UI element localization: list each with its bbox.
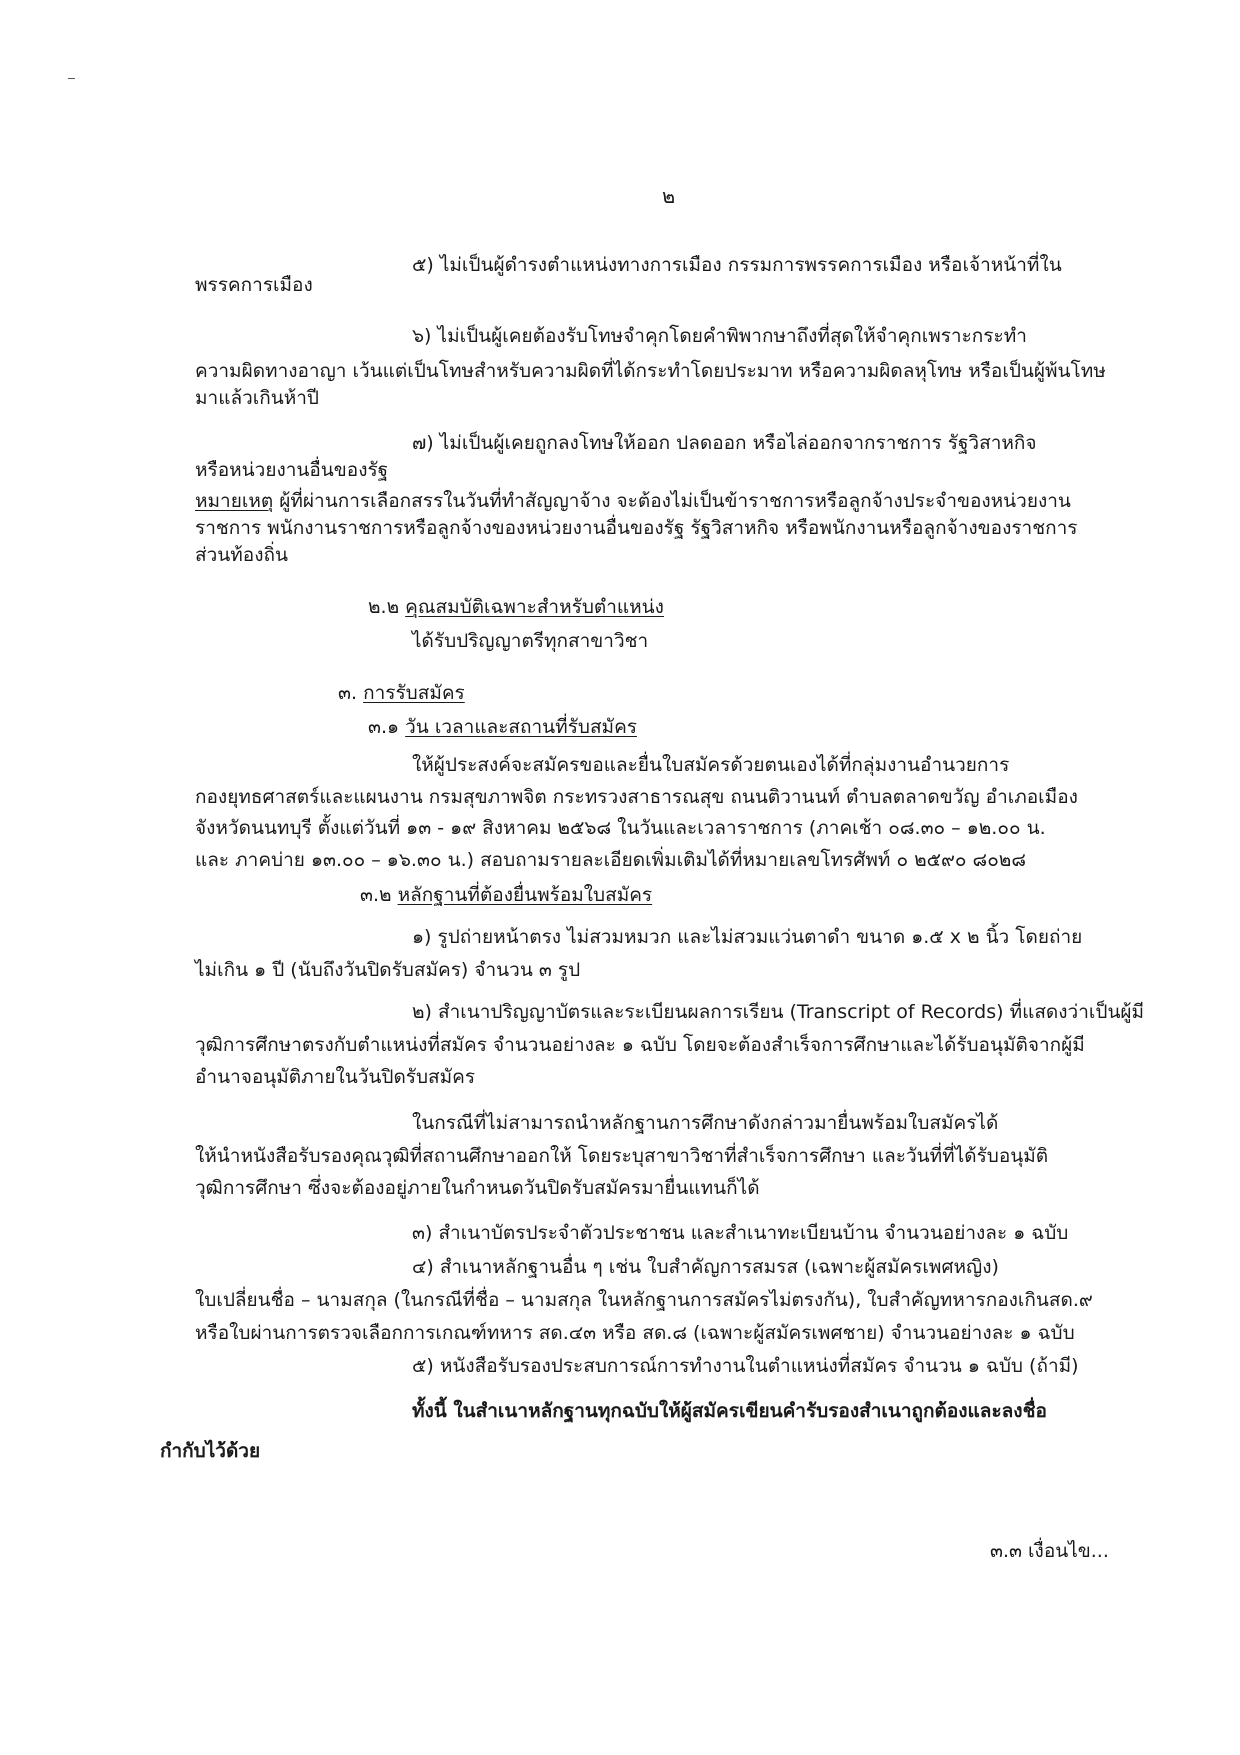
note-line-2: ราชการ พนักงานราชการหรือลูกจ้างของหน่วยงานอื่นของรัฐ รัฐวิสาหกิจ หรือพนักงานหรือลูกจ้างของราชการ (195, 517, 1078, 539)
qual-7-line-2: หรือหน่วยงานอื่นของรัฐ (195, 459, 389, 481)
page-number: ๒ (662, 184, 676, 208)
doc-4-line-1: ๔) สำเนาหลักฐานอื่น ๆ เช่น ใบสำคัญการสมรส (เฉพาะผู้สมัครเพศหญิง) (412, 1256, 999, 1278)
section-3-1-line-4: และ ภาคบ่าย ๑๓.๐๐ – ๑๖.๓๐ น.) สอบถามรายละเอียดเพิ่มเติมได้ที่หมายเลขโทรศัพท์ ๐ ๒๕๙๐ ๘๐๒๘ (195, 849, 1026, 871)
qual-7-line-1: ๗) ไม่เป็นผู้เคยถูกลงโทษให้ออก ปลดออก หรือไล่ออกจากราชการ รัฐวิสาหกิจ (412, 432, 1037, 454)
final-note-line-1: ทั้งนี้ ในสำเนาหลักฐานทุกฉบับให้ผู้สมัครเขียนคำรับรองสำเนาถูกต้องและลงชื่อ (412, 1400, 1047, 1422)
doc-2-line-2: วุฒิการศึกษาตรงกับตำแหน่งที่สมัคร จำนวนอย่างละ ๑ ฉบับ โดยจะต้องสำเร็จการศึกษาและได้รับอนุมัติจากผู้มี (195, 1034, 1085, 1056)
qual-5-line-2: พรรคการเมือง (195, 274, 313, 296)
doc-2-note-line-3: วุฒิการศึกษา ซึ่งจะต้องอยู่ภายในกำหนดวันปิดรับสมัครมายื่นแทนก็ได้ (195, 1177, 760, 1199)
section-3-2-number: ๓.๒ (360, 884, 392, 906)
qual-6-line-3: มาแล้วเกินห้าปี (195, 387, 319, 409)
doc-5: ๕) หนังสือรับรองประสบการณ์การทำงานในตำแหน่งที่สมัคร จำนวน ๑ ฉบับ (ถ้ามี) (412, 1355, 1079, 1377)
note-line-1 (195, 488, 1071, 514)
doc-4-line-3: หรือใบผ่านการตรวจเลือกการเกณฑ์ทหาร สด.๔๓ หรือ สด.๘ (เฉพาะผู้สมัครเพศชาย) จำนวนอย่างละ ๑ ฉบับ (195, 1322, 1075, 1344)
doc-2-line-3: อำนาจอนุมัติภายในวันปิดรับสมัคร (195, 1066, 476, 1088)
doc-2-note-line-2: ให้นำหนังสือรับรองคุณวุฒิที่สถานศึกษาออกให้ โดยระบุสาขาวิชาที่สำเร็จการศึกษา และวันที่ที่ได้รับอนุมัติ (195, 1145, 1049, 1167)
section-3-heading (338, 680, 465, 706)
section-2-2-body: ได้รับปริญญาตรีทุกสาขาวิชา (412, 630, 649, 652)
qual-6-line-2: ความผิดทางอาญา เว้นแต่เป็นโทษสำหรับความผิดที่ได้กระทำโดยประมาท หรือความผิดลหุโทษ หรือเป็นผู้พ้นโทษ (195, 360, 1106, 382)
scan-speck (68, 78, 75, 79)
note-text-1: ผู้ที่ผ่านการเลือกสรรในวันที่ทำสัญญาจ้าง จะต้องไม่เป็นข้าราชการหรือลูกจ้างประจำของหน่วยงาน (279, 490, 1071, 512)
section-3-1-title: วัน เวลาและสถานที่รับสมัคร (405, 716, 637, 738)
section-2-2-heading (368, 594, 664, 620)
section-3-1-line-2: กองยุทธศาสตร์และแผนงาน กรมสุขภาพจิต กระทรวงสาธารณสุข ถนนติวานนท์ ตำบลตลาดขวัญ อำเภอเมือง (195, 786, 1078, 808)
doc-3: ๓) สำเนาบัตรประจำตัวประชาชน และสำเนาทะเบียนบ้าน จำนวนอย่างละ ๑ ฉบับ (412, 1222, 1069, 1244)
continued-next-page: ๓.๓ เงื่อนไข... (990, 1540, 1109, 1562)
section-3-2-title: หลักฐานที่ต้องยื่นพร้อมใบสมัคร (397, 884, 653, 906)
section-3-1-line-3: จังหวัดนนทบุรี ตั้งแต่วันที่ ๑๓ - ๑๙ สิงหาคม ๒๕๖๘ ในวันและเวลาราชการ (ภาคเช้า ๐๘.๓๐ – ๑๒.๐๐ น. (195, 817, 1046, 839)
qual-5-line-1: ๕) ไม่เป็นผู้ดำรงตำแหน่งทางการเมือง กรรมการพรรคการเมือง หรือเจ้าหน้าที่ใน (412, 254, 1062, 276)
section-3-2-heading (360, 882, 652, 908)
doc-1-line-2: ไม่เกิน ๑ ปี (นับถึงวันปิดรับสมัคร) จำนวน ๓ รูป (195, 959, 581, 981)
qual-6-line-1: ๖) ไม่เป็นผู้เคยต้องรับโทษจำคุกโดยคำพิพากษาถึงที่สุดให้จำคุกเพราะกระทำ (412, 325, 1027, 347)
section-3-1-number: ๓.๑ (368, 716, 400, 738)
section-3-title: การรับสมัคร (363, 682, 465, 704)
section-3-number: ๓. (338, 682, 358, 704)
note-line-3: ส่วนท้องถิ่น (195, 544, 288, 566)
section-2-2-title: คุณสมบัติเฉพาะสำหรับตำแหน่ง (405, 596, 664, 618)
section-3-1-heading (368, 714, 637, 740)
doc-4-line-2: ใบเปลี่ยนชื่อ – นามสกุล (ในกรณีที่ชื่อ – นามสกุล ในหลักฐานการสมัครไม่ตรงกัน), ใบสำคัญทหารกองเกินสด.๙ (195, 1289, 1093, 1311)
doc-2-note-line-1: ในกรณีที่ไม่สามารถนำหลักฐานการศึกษาดังกล่าวมายื่นพร้อมใบสมัครได้ (412, 1112, 999, 1134)
section-3-1-line-1: ให้ผู้ประสงค์จะสมัครขอและยื่นใบสมัครด้วยตนเองได้ที่กลุ่มงานอำนวยการ (412, 754, 1010, 776)
section-2-2-number: ๒.๒ (368, 596, 400, 618)
doc-2-line-1: ๒) สำเนาปริญญาบัตรและระเบียนผลการเรียน (Transcript of Records) ที่แสดงว่าเป็นผู้มี (412, 1001, 1145, 1023)
doc-1-line-1: ๑) รูปถ่ายหน้าตรง ไม่สวมหมวก และไม่สวมแว่นตาดำ ขนาด ๑.๕ x ๒ นิ้ว โดยถ่าย (412, 926, 1083, 948)
final-note-line-2: กำกับไว้ด้วย (160, 1440, 261, 1462)
note-label: หมายเหตุ (195, 490, 274, 512)
